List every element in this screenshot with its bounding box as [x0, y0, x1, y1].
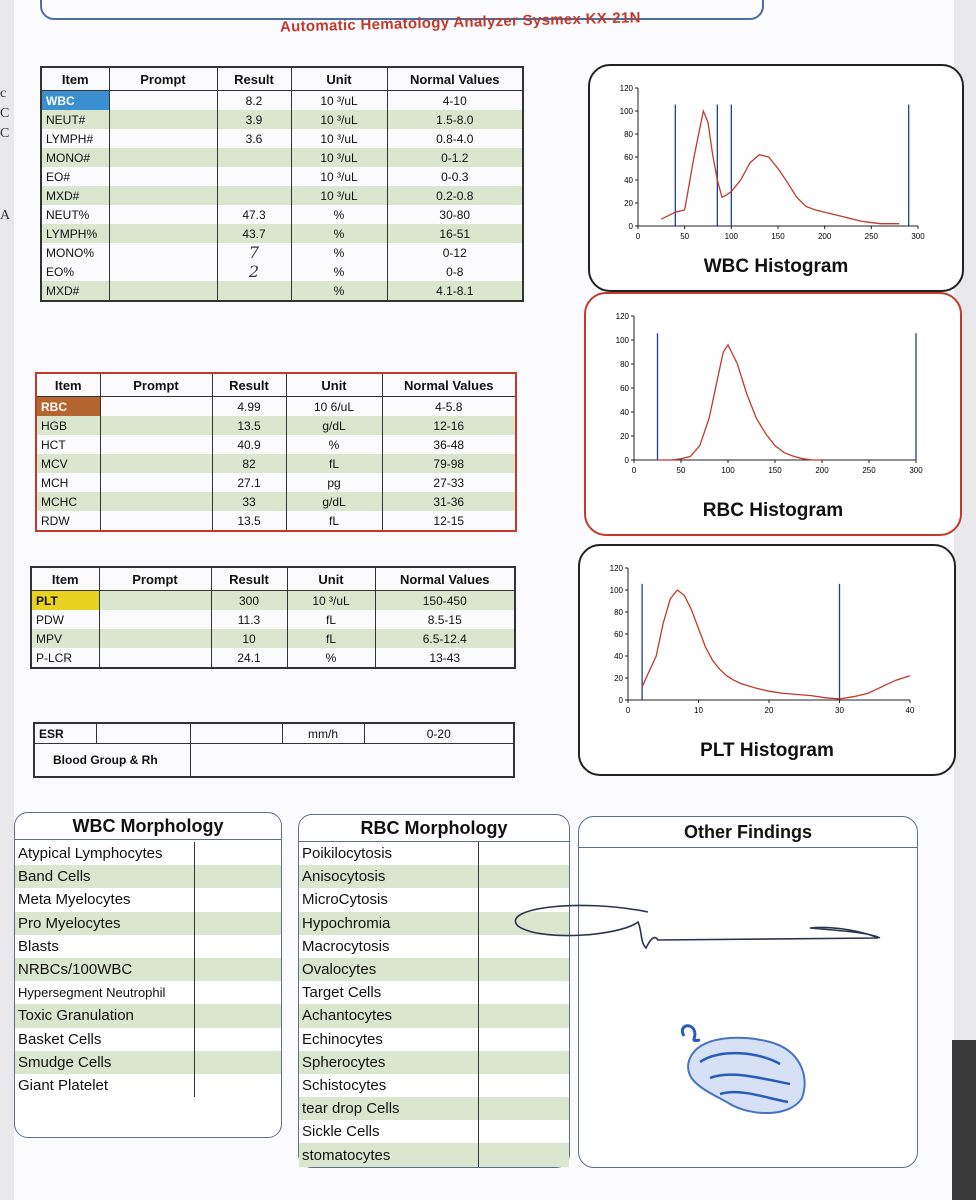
morphology-label: Meta Myelocytes — [15, 888, 195, 911]
distribution-curve — [642, 590, 910, 699]
table-edge-shadow — [952, 1040, 976, 1200]
item-cell: MXD# — [41, 281, 109, 301]
morphology-row — [299, 1051, 569, 1074]
morphology-row — [15, 958, 281, 981]
morphology-row — [15, 1028, 281, 1051]
morphology-value — [195, 1051, 281, 1074]
prompt-cell — [109, 129, 217, 148]
morphology-row — [299, 1074, 569, 1097]
y-tick-label: 100 — [615, 336, 629, 345]
normal-cell: 79-98 — [382, 454, 516, 473]
morphology-value — [195, 1004, 281, 1027]
item-cell: RBC — [36, 397, 100, 417]
y-tick-label: 80 — [620, 360, 629, 369]
table-row — [36, 454, 516, 473]
unit-cell: fL — [287, 629, 375, 648]
prompt-cell — [99, 591, 211, 611]
table-row — [41, 243, 523, 262]
esr-normal: 0-20 — [364, 723, 514, 744]
unit-cell: g/dL — [286, 416, 382, 435]
blood-group-value — [190, 744, 514, 778]
morphology-label: Atypical Lymphocytes — [15, 842, 195, 865]
col-prompt: Prompt — [100, 373, 212, 397]
unit-cell: % — [291, 224, 387, 243]
x-tick-label: 30 — [835, 706, 844, 715]
unit-cell: % — [286, 435, 382, 454]
morphology-value — [479, 1004, 569, 1027]
y-tick-label: 80 — [624, 130, 633, 139]
result-cell: 11.3 — [211, 610, 287, 629]
table-row — [31, 591, 515, 611]
morphology-label: Smudge Cells — [15, 1051, 195, 1074]
col-prompt: Prompt — [99, 567, 211, 591]
esr-label: ESR — [39, 726, 64, 741]
morphology-row — [15, 912, 281, 935]
morphology-label: Achantocytes — [299, 1004, 479, 1027]
edge-mark: c — [0, 86, 7, 101]
normal-cell: 4-5.8 — [382, 397, 516, 417]
result-cell: 82 — [212, 454, 286, 473]
item-cell: NEUT# — [41, 110, 109, 129]
y-tick-label: 20 — [614, 674, 623, 683]
x-tick-label: 40 — [905, 706, 915, 715]
x-tick-label: 100 — [724, 232, 739, 241]
morphology-value — [479, 1028, 569, 1051]
y-tick-label: 40 — [624, 176, 633, 185]
x-tick-label: 50 — [676, 466, 686, 475]
col-item: Item — [36, 373, 100, 397]
morphology-label: Hypersegment Neutrophil — [15, 981, 195, 1004]
morphology-value — [195, 1028, 281, 1051]
morphology-label: tear drop Cells — [299, 1097, 479, 1120]
report-title: Automatic Hematology Analyzer Sysmex KX-21N — [279, 9, 641, 36]
table-row — [41, 186, 523, 205]
result-cell: 3.9 — [217, 110, 291, 129]
y-tick-label: 100 — [609, 586, 623, 595]
normal-cell: 0.8-4.0 — [387, 129, 523, 148]
normal-cell: 27-33 — [382, 473, 516, 492]
x-tick-label: 20 — [764, 706, 774, 715]
prompt-cell — [99, 648, 211, 668]
morphology-row — [299, 981, 569, 1004]
blood-group-label: Blood Group & Rh — [53, 753, 158, 767]
morphology-label: stomatocytes — [299, 1143, 479, 1166]
table-row — [41, 129, 523, 148]
item-cell: LYMPH% — [41, 224, 109, 243]
morphology-row — [15, 981, 281, 1004]
morphology-value — [195, 842, 281, 865]
unit-cell: pg — [286, 473, 382, 492]
item-cell: MXD# — [41, 186, 109, 205]
morphology-label: Anisocytosis — [299, 865, 479, 888]
morphology-row — [299, 1143, 569, 1166]
table-row — [41, 262, 523, 281]
unit-cell: 10 6/uL — [286, 397, 382, 417]
result-cell — [217, 148, 291, 167]
morphology-label: Blasts — [15, 935, 195, 958]
morphology-row — [15, 1004, 281, 1027]
esr-result — [190, 723, 282, 744]
y-tick-label: 0 — [618, 696, 623, 705]
col-normal: Normal Values — [387, 67, 523, 91]
item-cell: HCT — [41, 437, 66, 452]
morphology-value — [479, 865, 569, 888]
col-normal: Normal Values — [382, 373, 516, 397]
y-tick-label: 20 — [624, 199, 633, 208]
x-tick-label: 200 — [817, 232, 832, 241]
prompt-cell — [109, 110, 217, 129]
plt-histogram-title: PLT Histogram — [700, 740, 834, 761]
unit-cell: % — [287, 648, 375, 668]
unit-cell: 10 ³/uL — [291, 186, 387, 205]
morphology-label: NRBCs/100WBC — [15, 958, 195, 981]
morphology-label: MicroCytosis — [299, 888, 479, 911]
edge-mark: A — [0, 208, 11, 223]
handwritten-signature — [500, 890, 900, 960]
table-row — [31, 610, 515, 629]
prompt-cell — [109, 262, 217, 281]
result-cell: 300 — [211, 591, 287, 611]
normal-cell: 30-80 — [387, 205, 523, 224]
y-tick-label: 40 — [614, 652, 623, 661]
morphology-value — [195, 981, 281, 1004]
wbc-histogram-title: WBC Histogram — [703, 256, 849, 277]
morphology-row — [299, 865, 569, 888]
y-tick-label: 120 — [619, 84, 633, 93]
morphology-label: Basket Cells — [15, 1028, 195, 1051]
morphology-row — [15, 1051, 281, 1074]
prompt-cell — [109, 205, 217, 224]
prompt-cell — [100, 435, 212, 454]
unit-cell: g/dL — [286, 492, 382, 511]
x-tick-label: 300 — [909, 466, 923, 475]
table-row — [41, 148, 523, 167]
prompt-cell — [109, 148, 217, 167]
item-cell: PDW — [36, 612, 64, 627]
morphology-row — [15, 842, 281, 865]
prompt-cell — [100, 416, 212, 435]
col-result: Result — [211, 567, 287, 591]
result-cell: 27.1 — [212, 473, 286, 492]
morphology-value — [479, 1143, 569, 1166]
rbc-morphology-title: RBC Morphology — [299, 815, 569, 842]
result-cell — [217, 281, 291, 301]
morphology-value — [195, 958, 281, 981]
table-row — [41, 205, 523, 224]
normal-cell: 16-51 — [387, 224, 523, 243]
table-row — [36, 397, 516, 417]
rbc-histogram-plot — [586, 294, 960, 490]
result-cell: 7 — [217, 243, 291, 262]
result-cell — [217, 186, 291, 205]
item-cell: WBC — [41, 91, 109, 111]
item-cell: MCV — [36, 454, 100, 473]
prompt-cell — [99, 610, 211, 629]
y-tick-label: 0 — [628, 222, 633, 231]
result-cell: 2 — [217, 262, 291, 281]
item-cell: MONO% — [46, 245, 94, 260]
result-cell: 33 — [212, 492, 286, 511]
result-cell: 3.6 — [217, 129, 291, 148]
table-row — [36, 492, 516, 511]
y-tick-label: 40 — [620, 408, 629, 417]
unit-cell: 10 ³/uL — [287, 591, 375, 611]
normal-cell: 6.5-12.4 — [375, 629, 515, 648]
y-tick-label: 120 — [609, 564, 623, 573]
morphology-value — [479, 1074, 569, 1097]
result-cell: 8.2 — [217, 91, 291, 111]
normal-cell: 4.1-8.1 — [387, 281, 523, 301]
col-result: Result — [217, 67, 291, 91]
unit-cell: fL — [287, 610, 375, 629]
wbc-morphology-box — [14, 812, 282, 1138]
normal-cell: 36-48 — [382, 435, 516, 454]
x-tick-label: 200 — [815, 466, 829, 475]
normal-cell: 8.5-15 — [375, 610, 515, 629]
prompt-cell — [109, 91, 217, 111]
table-row — [41, 281, 523, 301]
unit-cell: % — [291, 205, 387, 224]
morphology-value — [479, 1120, 569, 1143]
item-cell: HGB — [36, 416, 100, 435]
plt-histogram — [578, 544, 956, 776]
item-cell: LYMPH# — [46, 131, 94, 146]
result-cell: 4.99 — [212, 397, 286, 417]
wbc-histogram — [588, 64, 964, 292]
morphology-value — [195, 865, 281, 888]
normal-cell: 4-10 — [387, 91, 523, 111]
distribution-curve — [661, 111, 899, 224]
x-tick-label: 300 — [911, 232, 925, 241]
result-cell — [217, 167, 291, 186]
morphology-row — [299, 842, 569, 865]
stamp — [670, 1018, 820, 1128]
normal-cell: 0-8 — [387, 262, 523, 281]
item-cell: MCH — [41, 475, 69, 490]
unit-cell: 10 ³/uL — [291, 148, 387, 167]
col-unit: Unit — [287, 567, 375, 591]
rbc-histogram — [584, 292, 962, 536]
prompt-cell — [100, 473, 212, 492]
item-cell: MPV — [31, 629, 99, 648]
prompt-cell — [109, 167, 217, 186]
morphology-row — [299, 1120, 569, 1143]
prompt-cell — [109, 281, 217, 301]
col-unit: Unit — [286, 373, 382, 397]
y-tick-label: 20 — [620, 432, 629, 441]
x-tick-label: 10 — [694, 706, 703, 715]
col-unit: Unit — [291, 67, 387, 91]
unit-cell: % — [291, 243, 387, 262]
normal-cell: 0.2-0.8 — [387, 186, 523, 205]
morphology-row — [299, 1028, 569, 1051]
item-cell: MONO# — [41, 148, 109, 167]
x-tick-label: 0 — [631, 466, 637, 475]
y-tick-label: 100 — [619, 107, 633, 116]
normal-cell: 150-450 — [375, 591, 515, 611]
morphology-label: Ovalocytes — [299, 958, 479, 981]
item-cell: PLT — [31, 591, 99, 611]
morphology-label: Band Cells — [15, 865, 195, 888]
unit-cell: 10 ³/uL — [291, 129, 387, 148]
table-row — [36, 511, 516, 531]
morphology-row — [299, 1097, 569, 1120]
unit-cell: fL — [286, 511, 382, 531]
morphology-value — [479, 1097, 569, 1120]
table-row — [36, 416, 516, 435]
x-tick-label: 250 — [864, 232, 879, 241]
morphology-row — [15, 1074, 281, 1097]
morphology-value — [195, 935, 281, 958]
wbc-table — [40, 66, 524, 302]
morphology-value — [195, 912, 281, 935]
x-tick-label: 150 — [771, 232, 785, 241]
normal-cell: 0-12 — [387, 243, 523, 262]
result-cell: 13.5 — [212, 416, 286, 435]
normal-cell: 12-16 — [382, 416, 516, 435]
result-cell: 47.3 — [217, 205, 291, 224]
col-item: Item — [41, 67, 109, 91]
result-cell: 13.5 — [212, 511, 286, 531]
normal-cell: 1.5-8.0 — [387, 110, 523, 129]
wbc-histogram-plot — [590, 66, 962, 256]
morphology-label: Hypochromia — [299, 912, 479, 935]
wbc-morphology-title: WBC Morphology — [15, 813, 281, 840]
plt-table — [30, 566, 516, 669]
morphology-label: Spherocytes — [299, 1051, 479, 1074]
result-cell: 10 — [211, 629, 287, 648]
morphology-row — [299, 958, 569, 981]
result-cell: 40.9 — [212, 435, 286, 454]
morphology-label: Schistocytes — [299, 1074, 479, 1097]
unit-cell: 10 ³/uL — [291, 167, 387, 186]
y-tick-label: 120 — [615, 312, 629, 321]
y-tick-label: 60 — [620, 384, 629, 393]
prompt-cell — [100, 511, 212, 531]
x-tick-label: 0 — [625, 706, 631, 715]
morphology-value — [195, 1074, 281, 1097]
morphology-value — [479, 1051, 569, 1074]
item-cell: MCHC — [36, 492, 100, 511]
morphology-value — [479, 958, 569, 981]
morphology-value — [479, 981, 569, 1004]
x-tick-label: 150 — [768, 466, 782, 475]
esr-table — [33, 722, 515, 778]
table-row — [41, 224, 523, 243]
morphology-row — [15, 865, 281, 888]
table-row — [36, 473, 516, 492]
x-tick-label: 0 — [635, 232, 641, 241]
morphology-label: Giant Platelet — [15, 1074, 195, 1097]
morphology-value — [195, 888, 281, 911]
unit-cell: % — [291, 281, 387, 301]
morphology-row — [299, 1004, 569, 1027]
item-cell: RDW — [41, 513, 70, 528]
y-tick-label: 60 — [624, 153, 633, 162]
unit-cell: % — [291, 262, 387, 281]
edge-mark: C — [0, 126, 10, 141]
x-tick-label: 250 — [862, 466, 876, 475]
item-cell: NEUT% — [46, 207, 90, 222]
morphology-label: Sickle Cells — [299, 1120, 479, 1143]
morphology-value — [479, 842, 569, 865]
morphology-label: Macrocytosis — [299, 935, 479, 958]
rbc-morphology-box — [298, 814, 570, 1168]
table-row — [41, 91, 523, 111]
item-cell: EO# — [46, 169, 71, 184]
col-result: Result — [212, 373, 286, 397]
prompt-cell — [109, 186, 217, 205]
distribution-curve — [658, 345, 823, 460]
normal-cell: 12-15 — [382, 511, 516, 531]
morphology-label: Pro Myelocytes — [15, 912, 195, 935]
y-tick-label: 0 — [624, 456, 629, 465]
normal-cell: 13-43 — [375, 648, 515, 668]
prompt-cell — [109, 224, 217, 243]
table-row — [31, 629, 515, 648]
rbc-histogram-title: RBC Histogram — [702, 500, 844, 521]
normal-cell: 0-0.3 — [387, 167, 523, 186]
other-findings-title: Other Findings — [579, 817, 917, 848]
esr-unit: mm/h — [282, 723, 364, 744]
morphology-label: Target Cells — [299, 981, 479, 1004]
x-tick-label: 50 — [680, 232, 690, 241]
table-row — [41, 167, 523, 186]
item-cell: EO% — [46, 264, 75, 279]
edge-mark: C — [0, 106, 10, 121]
prompt-cell — [100, 397, 212, 417]
unit-cell: 10 ³/uL — [291, 91, 387, 111]
prompt-cell — [100, 454, 212, 473]
prompt-cell — [99, 629, 211, 648]
morphology-label: Poikilocytosis — [299, 842, 479, 865]
table-row — [36, 435, 516, 454]
prompt-cell — [109, 243, 217, 262]
result-cell: 43.7 — [217, 224, 291, 243]
prompt-cell — [100, 492, 212, 511]
plt-histogram-plot — [580, 546, 954, 730]
unit-cell: fL — [286, 454, 382, 473]
normal-cell: 31-36 — [382, 492, 516, 511]
col-item: Item — [31, 567, 99, 591]
unit-cell: 10 ³/uL — [291, 110, 387, 129]
table-row — [41, 110, 523, 129]
morphology-row — [15, 935, 281, 958]
y-tick-label: 60 — [614, 630, 623, 639]
y-tick-label: 80 — [614, 608, 623, 617]
morphology-label: Toxic Granulation — [15, 1004, 195, 1027]
normal-cell: 0-1.2 — [387, 148, 523, 167]
result-cell: 24.1 — [211, 648, 287, 668]
col-prompt: Prompt — [109, 67, 217, 91]
morphology-row — [15, 888, 281, 911]
col-normal: Normal Values — [375, 567, 515, 591]
x-tick-label: 100 — [721, 466, 735, 475]
esr-prompt — [96, 723, 190, 744]
table-row — [31, 648, 515, 668]
item-cell: P-LCR — [36, 650, 73, 665]
rbc-table — [35, 372, 517, 532]
morphology-label: Echinocytes — [299, 1028, 479, 1051]
